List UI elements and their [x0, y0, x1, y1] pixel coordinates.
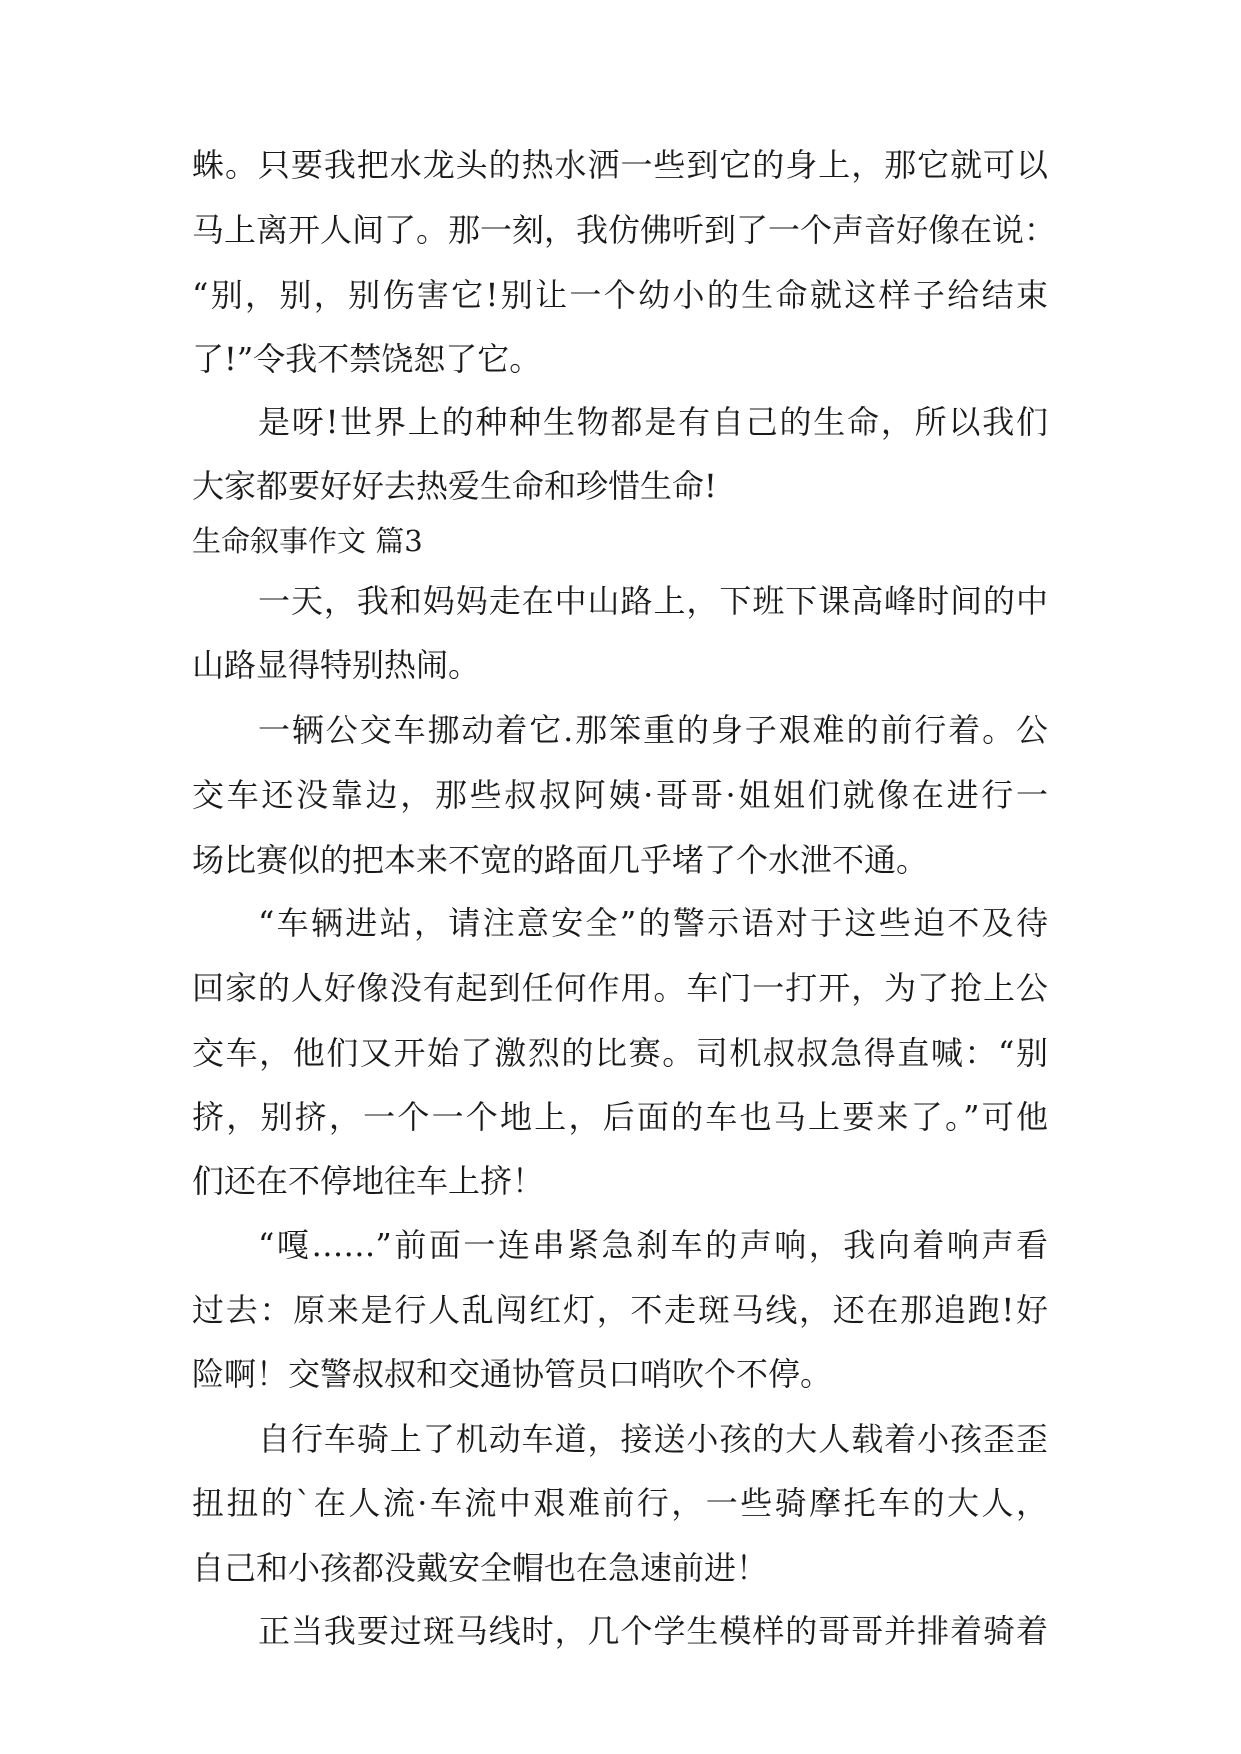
text-line: 马上离开人间了。那一刻，我仿佛听到了一个声音好像在说：	[192, 211, 1057, 249]
text-line: 挤，别挤，一个一个地上，后面的车也马上要来了。”可他	[192, 1098, 1048, 1136]
text-line: 正当我要过斑马线时，几个学生模样的哥哥并排着骑着	[258, 1612, 1048, 1650]
text-line: 们还在不停地往车上挤！	[192, 1162, 545, 1200]
text-line: 一辆公交车挪动着它.那笨重的身子艰难的前行着。公	[258, 711, 1048, 749]
text-line: 交车，他们又开始了激烈的比赛。司机叔叔急得直喊：“别	[192, 1034, 1048, 1072]
text-line: 过去：原来是行人乱闯红灯，不走斑马线，还在那追跑!好	[192, 1291, 1048, 1329]
text-line: 一天，我和妈妈走在中山路上，下班下课高峰时间的中	[258, 582, 1048, 620]
text-line: “别，别，别伤害它!别让一个幼小的生命就这样子给结束	[192, 276, 1048, 314]
text-line: 了!”令我不禁饶恕了它。	[192, 340, 542, 378]
text-line: 自行车骑上了机动车道，接送小孩的大人载着小孩歪歪	[258, 1420, 1048, 1458]
section-heading: 生命叙事作文 篇3	[192, 524, 423, 558]
text-line: 场比赛似的把本来不宽的路面几乎堵了个水泄不通。	[192, 841, 929, 879]
text-line: 交车还没靠边，那些叔叔阿姨·哥哥·姐姐们就像在进行一	[192, 776, 1048, 814]
text-line: 是呀!世界上的种种生物都是有自己的生命，所以我们	[258, 403, 1048, 441]
text-line: 险啊！交警叔叔和交通协管员口哨吹个不停。	[192, 1355, 833, 1393]
text-line: 蛛。只要我把水龙头的热水洒一些到它的身上，那它就可以	[192, 146, 1048, 184]
text-line: 扭扭的`在人流·车流中艰难前行，一些骑摩托车的大人，	[192, 1484, 1048, 1522]
text-line: 回家的人好像没有起到任何作用。车门一打开，为了抢上公	[192, 969, 1048, 1007]
text-line: “嘎……”前面一连串紧急刹车的声响，我向着响声看	[258, 1226, 1048, 1264]
text-line: 山路显得特别热闹。	[192, 646, 481, 684]
text-line: 自己和小孩都没戴安全帽也在急速前进！	[192, 1549, 769, 1587]
text-line: “车辆进站，请注意安全”的警示语对于这些迫不及待	[258, 904, 1048, 942]
text-line: 大家都要好好去热爱生命和珍惜生命!	[192, 467, 717, 505]
